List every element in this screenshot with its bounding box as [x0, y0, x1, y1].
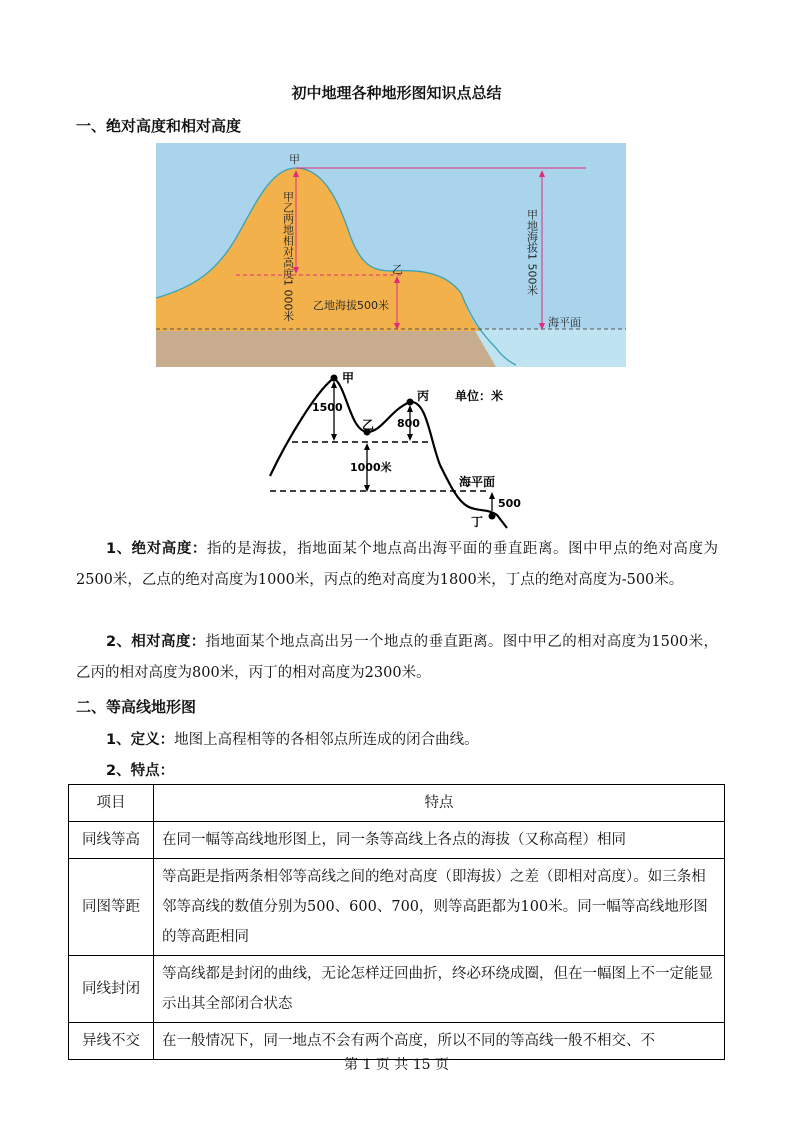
rock-layer: [156, 329, 496, 367]
row-item: 同线等高: [69, 822, 154, 859]
arrow-500-head: [489, 492, 495, 499]
jia-altitude-label: 甲地海拔1 500米: [525, 209, 539, 296]
row-item: 同线封闭: [69, 956, 154, 1023]
absolute-height-lead: 1、绝对高度：: [106, 541, 207, 557]
page-title: 初中地理各种地形图知识点总结: [291, 84, 502, 102]
header-features: 特点: [154, 785, 725, 822]
page-footer: 第 1 页 共 15 页: [344, 1057, 449, 1073]
p-yi: 乙: [362, 418, 375, 432]
definition-lead: 1、定义：: [106, 732, 175, 748]
row-desc: 在一般情况下，同一地点不会有两个高度，所以不同的等高线一般不相交、不: [154, 1023, 725, 1060]
relative-height-lead: 2、相对高度：: [106, 634, 206, 650]
unit-label: 单位：米: [455, 389, 504, 403]
table-header-row: [69, 785, 725, 822]
point-bing: [407, 399, 414, 406]
features-lead: 2、特点：: [106, 763, 175, 779]
val-800: 800: [397, 417, 420, 430]
row-desc: 等高线都是封闭的曲线，无论怎样迂回曲折，终必环绕成圈，但在一幅图上不一定能显示出其全部闭合状态: [154, 956, 725, 1023]
row-item: 同图等距: [69, 859, 154, 956]
paragraph-absolute-height: [76, 534, 718, 596]
profile-diagram: [262, 370, 532, 530]
point-ding: [489, 513, 496, 520]
absolute-height-text: 指的是海拔，指地面某个地点高出海平面的垂直距离。图中甲点的绝对高度为2500米，乙点的绝对高度为1000米，丙点的绝对高度为1800米，丁点的绝对高度为-500米。: [76, 541, 719, 588]
p-jia: 甲: [342, 371, 355, 385]
val-1500: 1500: [312, 401, 343, 414]
definition-line: [106, 728, 479, 749]
point-jia: [331, 375, 338, 382]
yi-altitude-label: 乙地海拔500米: [313, 299, 389, 312]
table-row: [69, 822, 725, 859]
table-row: [69, 956, 725, 1023]
features-table: [68, 784, 725, 1060]
val-1000: 1000米: [350, 461, 392, 474]
label-yi: 乙: [392, 263, 403, 276]
features-heading: [106, 759, 174, 780]
row-item: 异线不交: [69, 1023, 154, 1060]
p-bing: 丙: [417, 389, 430, 403]
relative-height-label: 甲乙两地相对高度1 000米: [281, 191, 295, 322]
paragraph-relative-height: [76, 627, 718, 689]
header-item: 项目: [69, 785, 154, 822]
relative-height-text: 指地面某个地点高出另一个地点的垂直距离。图中甲乙的相对高度为1500米，乙丙的相对高度为800米，丙丁的相对高度为2300米。: [76, 634, 718, 681]
section-heading-altitude: 一、绝对高度和相对高度: [76, 117, 242, 135]
altitude-illustration: [156, 143, 626, 367]
section-heading-contour: 二、等高线地形图: [76, 698, 197, 716]
table-row: [69, 859, 725, 956]
row-desc: 等高距是指两条相邻等高线之间的绝对高度（即海拔）之差（即相对高度）。如三条相邻等高线的数值分别为500、600、700，则等高距都为100米。同一幅等高线地形图的等高距相同: [154, 859, 725, 956]
sea-level-label: 海平面: [548, 316, 581, 329]
profile-sea-level: 海平面: [459, 475, 496, 489]
row-desc: 在同一幅等高线地形图上，同一条等高线上各点的海拔（又称高程）相同: [154, 822, 725, 859]
val-500: 500: [498, 497, 521, 510]
label-jia: 甲: [289, 153, 300, 166]
p-ding: 丁: [471, 515, 484, 529]
definition-text: 地图上高程相等的各相邻点所连成的闭合曲线。: [174, 732, 479, 748]
